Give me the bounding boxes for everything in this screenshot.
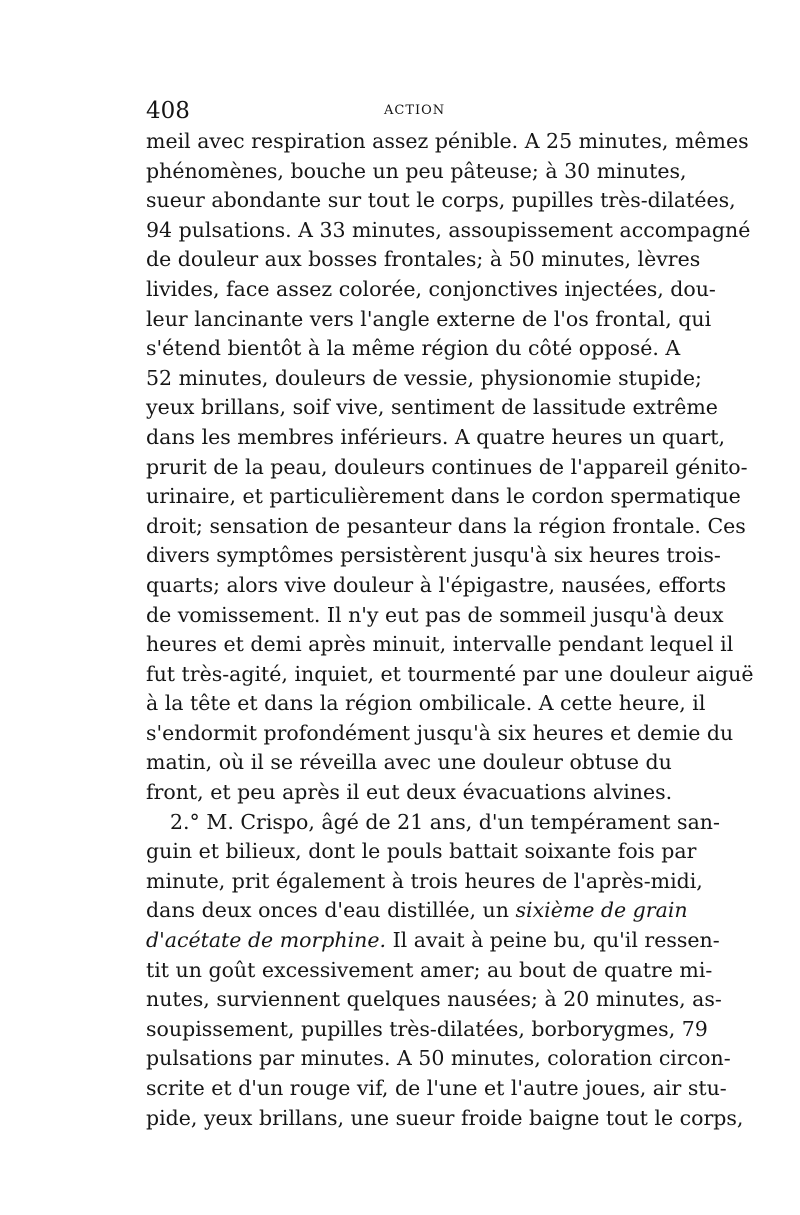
text-line: pulsations par minutes. A 50 minutes, coloration circon- (146, 1046, 731, 1071)
text-line: tit un goût excessivement amer; au bout de quatre mi- (146, 957, 713, 982)
text-line-with-italic (146, 926, 720, 956)
text-line: soupissement, pupilles très-dilatées, borborygmes, 79 (146, 1016, 708, 1041)
line-text-roman: dans deux onces d'eau distillée, un (146, 898, 509, 923)
page-number: 408 (146, 98, 190, 124)
text-line: minute, prit également à trois heures de l'après-midi, (146, 868, 703, 893)
text-line: 94 pulsations. A 33 minutes, assoupissement accompagné (146, 217, 751, 242)
body-text (146, 127, 754, 1133)
text-line: pide, yeux brillans, une sueur froide baigne tout le corps, (146, 1105, 744, 1130)
text-line-with-italic (146, 896, 688, 926)
text-line: urinaire, et particulièrement dans le cordon spermatique (146, 484, 741, 509)
text-line: dans les membres inférieurs. A quatre heures un quart, (146, 424, 726, 449)
text-line: de douleur aux bosses frontales; à 50 minutes, lèvres (146, 247, 701, 272)
text-line: meil avec respiration assez pénible. A 25 minutes, mêmes (146, 129, 749, 153)
italic-phrase: d'acétate de morphine. (146, 928, 387, 953)
text-line: leur lancinante vers l'angle externe de l'os frontal, qui (146, 306, 712, 331)
text-line: guin et bilieux, dont le pouls battait soixante fois par (146, 839, 697, 864)
text-line: heures et demi après minuit, intervalle pendant lequel il (146, 632, 734, 657)
paragraph-last-line: front, et peu après il eut deux évacuations alvines. (146, 780, 673, 805)
line-text-roman: Il avait à peine bu, qu'il ressen- (392, 928, 720, 953)
text-line: scrite et d'un rouge vif, de l'une et l'autre joues, air stu- (146, 1076, 727, 1100)
text-line: s'endormit profondément jusqu'à six heures et demie du (146, 720, 734, 745)
text-line: droit; sensation de pesanteur dans la région frontale. Ces (146, 513, 746, 538)
text-line: 52 minutes, douleurs de vessie, physionomie stupide; (146, 365, 702, 390)
text-line: matin, où il se réveilla avec une douleur obtuse du (146, 750, 672, 775)
text-line: à la tête et dans la région ombilicale. A cette heure, il (146, 691, 706, 716)
text-line: yeux brillans, soif vive, sentiment de lassitude extrême (146, 395, 718, 420)
text-line: s'étend bientôt à la même région du côté opposé. A (146, 336, 681, 361)
paragraph-first-line: 2.° M. Crispo, âgé de 21 ans, d'un tempérament san- (170, 809, 720, 834)
page-header (146, 96, 656, 126)
text-line: prurit de la peau, douleurs continues de l'appareil génito- (146, 454, 748, 479)
italic-phrase: sixième de grain (515, 898, 688, 923)
text-line: de vomissement. Il n'y eut pas de sommeil jusqu'à deux (146, 602, 724, 627)
text-line: phénomènes, bouche un peu pâteuse; à 30 minutes, (146, 158, 687, 183)
text-line: quarts; alors vive douleur à l'épigastre, nausées, efforts (146, 572, 727, 597)
text-line: divers symptômes persistèrent jusqu'à six heures trois- (146, 543, 721, 568)
text-line: livides, face assez colorée, conjonctives injectées, dou- (146, 276, 716, 301)
text-line: fut très-agité, inquiet, et tourmenté par une douleur aiguë (146, 661, 754, 686)
text-line: sueur abondante sur tout le corps, pupilles très-dilatées, (146, 188, 736, 213)
running-title: ACTION (384, 103, 446, 118)
text-line: nutes, surviennent quelques nausées; à 20 minutes, as- (146, 987, 722, 1012)
